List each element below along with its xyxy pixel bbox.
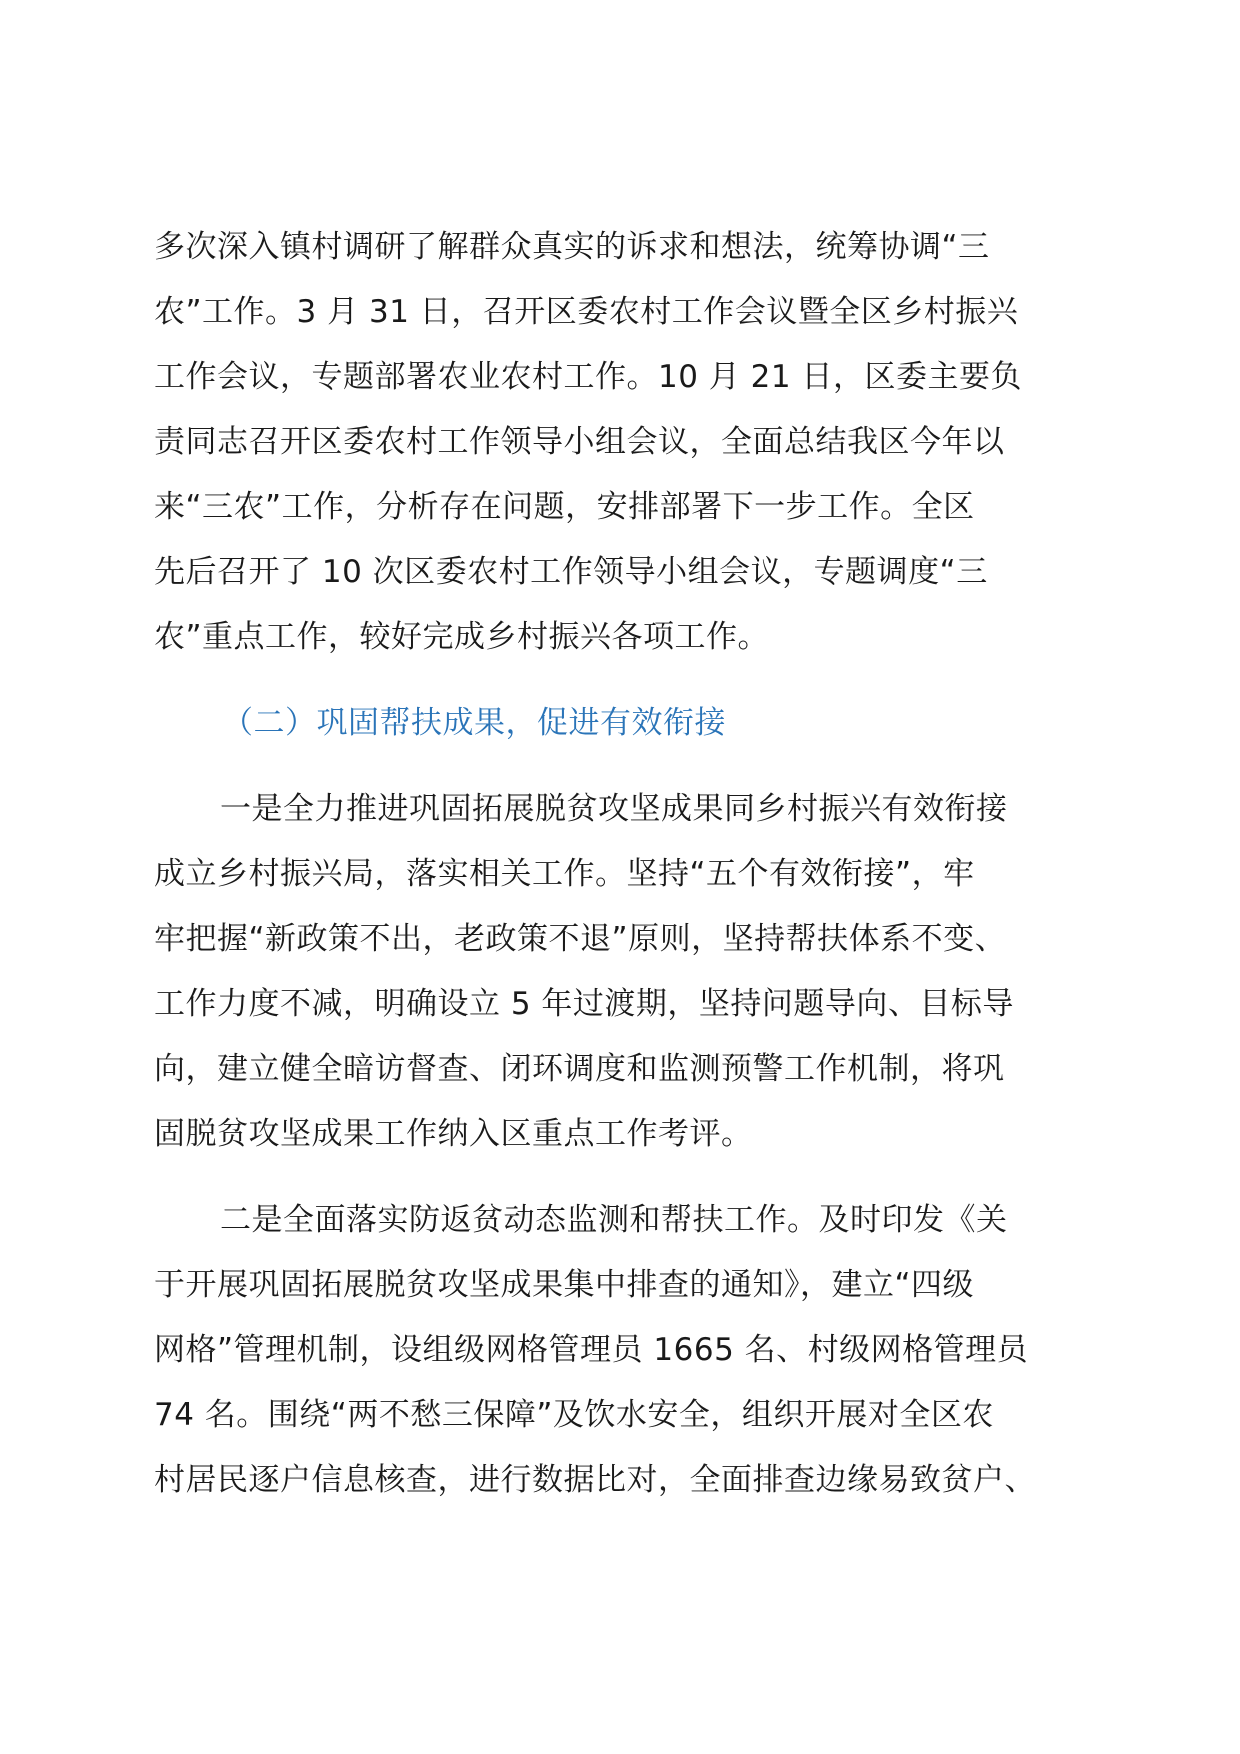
- text-line: 工作会议，专题部署农业农村工作。10 月 21 日，区委主要负: [154, 359, 1022, 395]
- text-line: 农”重点工作，较好完成乡村振兴各项工作。: [154, 619, 770, 655]
- paragraph-county-rural-work: [154, 215, 1094, 670]
- paragraph-poverty-monitoring: [154, 1188, 1094, 1513]
- document-body: [154, 215, 1094, 1513]
- text-line: 向，建立健全暗访督查、闭环调度和监测预警工作机制，将巩: [154, 1051, 1005, 1087]
- text-line: 固脱贫攻坚成果工作纳入区重点工作考评。: [154, 1116, 753, 1152]
- text-line: 来“三农”工作，分析存在问题，安排部署下一步工作。全区: [154, 489, 975, 525]
- text-line: 多次深入镇村调研了解群众真实的诉求和想法，统筹协调“三: [154, 229, 990, 265]
- text-line: 于开展巩固拓展脱贫攻坚成果集中排查的通知》，建立“四级: [154, 1267, 975, 1303]
- text-line: 牢把握“新政策不出，老政策不退”原则，坚持帮扶体系不变、: [154, 921, 1007, 957]
- section-heading: （二）巩固帮扶成果，促进有效衔接: [222, 705, 726, 741]
- text-line: 先后召开了 10 次区委农村工作领导小组会议，专题调度“三: [154, 554, 988, 590]
- text-line: 农”工作。3 月 31 日，召开区委农村工作会议暨全区乡村振兴: [154, 294, 1019, 330]
- text-line: 成立乡村振兴局，落实相关工作。坚持“五个有效衔接”，牢: [154, 856, 975, 892]
- paragraph-effective-connection: [154, 777, 1094, 1167]
- text-line: 村居民逐户信息核查，进行数据比对，全面排查边缘易致贫户、: [154, 1462, 1036, 1498]
- text-line: 网格”管理机制，设组级网格管理员 1665 名、村级网格管理员: [154, 1332, 1029, 1368]
- text-line: 74 名。围绕“两不愁三保障”及饮水安全，组织开展对全区农: [154, 1397, 994, 1433]
- text-line: 一是全力推进巩固拓展脱贫攻坚成果同乡村振兴有效衔接: [220, 791, 1008, 827]
- text-line: 二是全面落实防返贫动态监测和帮扶工作。及时印发《关: [220, 1202, 1008, 1238]
- text-line: 责同志召开区委农村工作领导小组会议，全面总结我区今年以: [154, 424, 1005, 460]
- text-line: 工作力度不减，明确设立 5 年过渡期，坚持问题导向、目标导: [154, 986, 1014, 1022]
